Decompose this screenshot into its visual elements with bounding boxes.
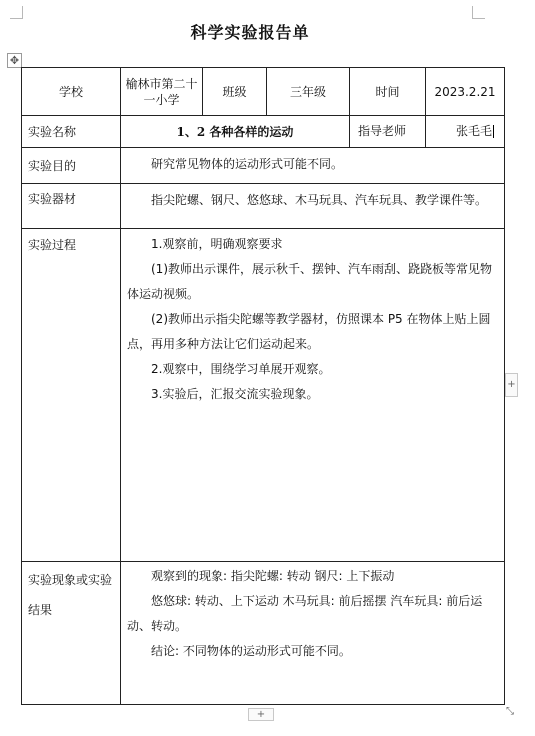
result-cell[interactable] — [121, 562, 505, 705]
time-label[interactable]: 时间 — [350, 68, 426, 116]
process-line: (2)教师出示指尖陀螺等教学器材，仿照课本 P5 在物体上贴上圆点，再用多种方法让它们运动起来。 — [127, 312, 491, 351]
result-line: 观察到的现象: 指尖陀螺: 转动 钢尺: 上下振动 — [151, 569, 395, 583]
result-label[interactable]: 实验现象或实验结果 — [22, 562, 121, 705]
add-row-button[interactable]: + — [248, 708, 274, 721]
school-value[interactable]: 榆林市第二十一小学 — [121, 68, 203, 116]
report-table — [21, 67, 505, 705]
equipment-row — [22, 184, 505, 229]
table-move-handle-icon[interactable]: ✥ — [7, 53, 22, 68]
class-label[interactable]: 班级 — [203, 68, 267, 116]
result-line: 结论: 不同物体的运动形式可能不同。 — [151, 644, 351, 658]
process-line: (1)教师出示课件，展示秋千、摆钟、汽车雨刮、跷跷板等常见物体运动视频。 — [127, 262, 493, 301]
purpose-row — [22, 148, 505, 184]
experiment-name-label[interactable]: 实验名称 — [22, 116, 121, 148]
text-cursor — [493, 125, 494, 138]
header-row — [22, 68, 505, 116]
equipment-label[interactable]: 实验器材 — [22, 184, 121, 229]
teacher-label[interactable]: 指导老师 — [350, 116, 426, 148]
process-label[interactable]: 实验过程 — [22, 229, 121, 562]
equipment-text: 指尖陀螺、钢尺、悠悠球、木马玩具、汽车玩具、教学课件等。 — [151, 193, 488, 207]
process-cell[interactable] — [121, 229, 505, 562]
result-line: 悠悠球: 转动、上下运动 木马玩具: 前后摇摆 汽车玩具: 前后运动、转动。 — [127, 594, 483, 633]
experiment-name-value[interactable]: 1、2 各种各样的运动 — [121, 116, 350, 148]
equipment-cell[interactable] — [121, 184, 505, 229]
purpose-label[interactable]: 实验目的 — [22, 148, 121, 184]
experiment-name-row — [22, 116, 505, 148]
process-line: 3.实验后，汇报交流实验现象。 — [151, 387, 319, 401]
process-line: 1.观察前，明确观察要求 — [151, 237, 283, 251]
result-row — [22, 562, 505, 705]
page-corner-mark-right — [472, 6, 485, 19]
teacher-value: 张毛毛 — [456, 124, 493, 138]
document-title: 科学实验报告单 — [190, 23, 310, 42]
time-value[interactable]: 2023.2.21 — [426, 68, 505, 116]
process-line: 2.观察中，围绕学习单展开观察。 — [151, 362, 331, 376]
school-label[interactable]: 学校 — [22, 68, 121, 116]
teacher-value-cell[interactable] — [426, 116, 505, 148]
process-row — [22, 229, 505, 562]
purpose-text: 研究常见物体的运动形式可能不同。 — [151, 157, 344, 171]
table-resize-icon[interactable]: ⤡ — [506, 706, 514, 717]
page-corner-mark-left — [10, 6, 23, 19]
purpose-cell[interactable] — [121, 148, 505, 184]
class-value[interactable]: 三年级 — [267, 68, 350, 116]
add-column-button[interactable]: + — [505, 373, 518, 397]
